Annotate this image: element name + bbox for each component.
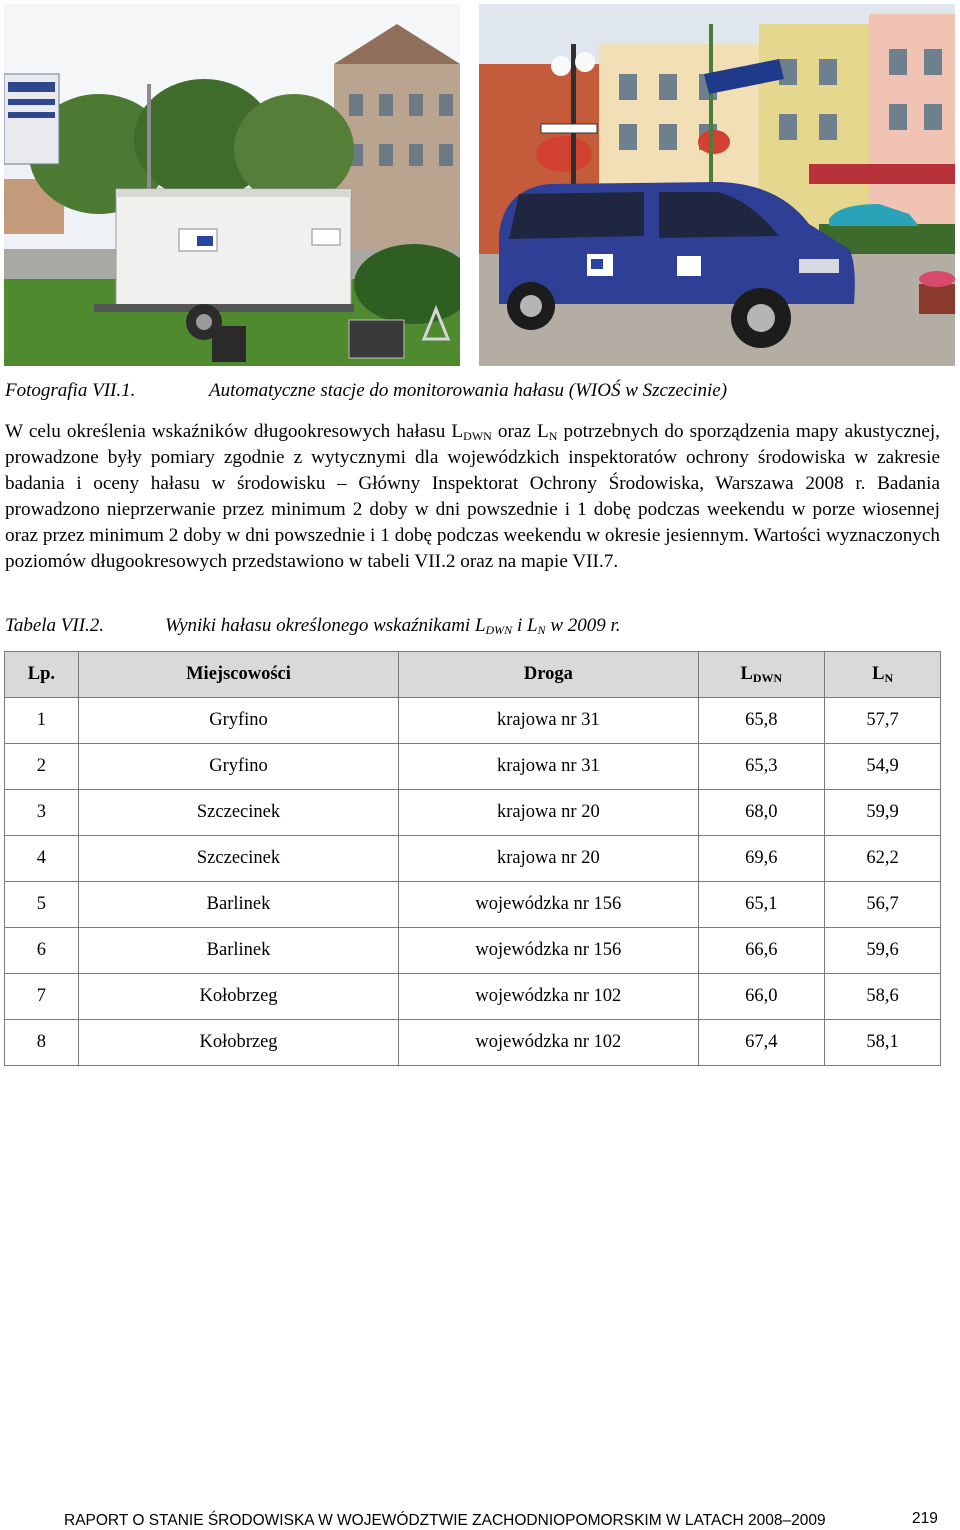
cell-miejscowosc: Barlinek (78, 882, 398, 928)
header-ln (825, 652, 941, 698)
cell-lp: 6 (5, 928, 79, 974)
cell-lp: 1 (5, 698, 79, 744)
cell-ldwn: 69,6 (698, 836, 825, 882)
cell-ln: 58,1 (825, 1020, 941, 1066)
table-caption (5, 615, 621, 637)
header-droga: Droga (399, 652, 698, 698)
header-ln-sub: N (884, 671, 894, 685)
cell-ldwn: 65,3 (698, 744, 825, 790)
table-label: Tabela VII.2. (5, 615, 105, 636)
header-ldwn-sub: DWN (752, 671, 783, 685)
table-caption-subscript-dwn: DWN (485, 623, 513, 637)
cell-ldwn: 68,0 (698, 790, 825, 836)
table-header-row (5, 652, 941, 698)
cell-droga: wojewódzka nr 102 (399, 974, 698, 1020)
cell-droga: krajowa nr 31 (399, 744, 698, 790)
header-miejscowosci: Miejscowości (78, 652, 398, 698)
cell-ln: 54,9 (825, 744, 941, 790)
paragraph-subscript-dwn: DWN (463, 429, 492, 443)
cell-miejscowosc: Kołobrzeg (78, 974, 398, 1020)
cell-lp: 7 (5, 974, 79, 1020)
cell-ln: 58,6 (825, 974, 941, 1020)
header-ldwn (698, 652, 825, 698)
paragraph-text-3: potrzebnych do sporządzenia mapy akustycznej, prowadzone były pomiary zgodnie z wytycznymi dla wojewódzkich inspektoratów ochrony środowiska w zakresie badania i oceny hałasu w środowisku – Główny Inspektorat Ochrony Środowiska, Warszawa 2008 r. Badania prowadzono nieprzerwanie przez minimum 2 doby w dni powszednie i 1 dobę podczas weekendu w porze wiosennej oraz przez minimum 2 doby w dni powszednie i 1 dobę podczas weekendu w okresie jesiennym. Wartości wyznaczonych poziomów długookresowych przedstawiono w tabeli VII.2 oraz na mapie VII.7. (5, 421, 940, 572)
cell-lp: 2 (5, 744, 79, 790)
table-row (5, 698, 941, 744)
table-row (5, 744, 941, 790)
cell-ldwn: 66,6 (698, 928, 825, 974)
cell-ln: 56,7 (825, 882, 941, 928)
cell-ldwn: 65,1 (698, 882, 825, 928)
paragraph-subscript-n: N (548, 429, 558, 443)
cell-lp: 4 (5, 836, 79, 882)
table-row (5, 928, 941, 974)
cell-lp: 3 (5, 790, 79, 836)
cell-droga: krajowa nr 20 (399, 790, 698, 836)
photo-trailer-station (4, 4, 460, 366)
cell-droga: krajowa nr 20 (399, 836, 698, 882)
cell-droga: wojewódzka nr 156 (399, 882, 698, 928)
header-ldwn-main: L (740, 664, 753, 684)
header-ln-main: L (872, 664, 885, 684)
table-row (5, 790, 941, 836)
page-footer: RAPORT O STANIE ŚRODOWISKA W WOJEWÓDZTWIE ZACHODNIOPOMORSKIM W LATACH 2008–2009 (64, 1512, 826, 1529)
cell-ln: 59,9 (825, 790, 941, 836)
table-row (5, 1020, 941, 1066)
cell-ln: 62,2 (825, 836, 941, 882)
paragraph-text-2: oraz L (491, 421, 549, 442)
cell-miejscowosc: Szczecinek (78, 790, 398, 836)
cell-miejscowosc: Szczecinek (78, 836, 398, 882)
table-caption-text-3: w 2009 r. (545, 615, 621, 636)
body-paragraph (5, 419, 940, 575)
figure-caption (5, 380, 727, 402)
paragraph-text-1: W celu określenia wskaźników długookresowych hałasu L (5, 421, 464, 442)
cell-miejscowosc: Gryfino (78, 744, 398, 790)
table-row (5, 882, 941, 928)
cell-ldwn: 67,4 (698, 1020, 825, 1066)
page-number: 219 (912, 1510, 938, 1527)
cell-ldwn: 65,8 (698, 698, 825, 744)
figure-label: Fotografia VII.1. (5, 380, 136, 401)
cell-miejscowosc: Gryfino (78, 698, 398, 744)
cell-ln: 59,6 (825, 928, 941, 974)
cell-droga: wojewódzka nr 102 (399, 1020, 698, 1066)
table-caption-text-2: i L (512, 615, 538, 636)
table-caption-text-1: Wyniki hałasu określonego wskaźnikami L (165, 615, 486, 636)
table-caption-subscript-n: N (537, 623, 546, 637)
cell-miejscowosc: Barlinek (78, 928, 398, 974)
cell-miejscowosc: Kołobrzeg (78, 1020, 398, 1066)
cell-droga: krajowa nr 31 (399, 698, 698, 744)
cell-ln: 57,7 (825, 698, 941, 744)
table-row (5, 974, 941, 1020)
noise-results-table (4, 651, 941, 1066)
table-row (5, 836, 941, 882)
figure-caption-text: Automatyczne stacje do monitorowania hałasu (WIOŚ w Szczecinie) (209, 380, 728, 401)
cell-lp: 8 (5, 1020, 79, 1066)
header-lp: Lp. (5, 652, 79, 698)
cell-droga: wojewódzka nr 156 (399, 928, 698, 974)
cell-ldwn: 66,0 (698, 974, 825, 1020)
photo-van-station (479, 4, 955, 366)
cell-lp: 5 (5, 882, 79, 928)
